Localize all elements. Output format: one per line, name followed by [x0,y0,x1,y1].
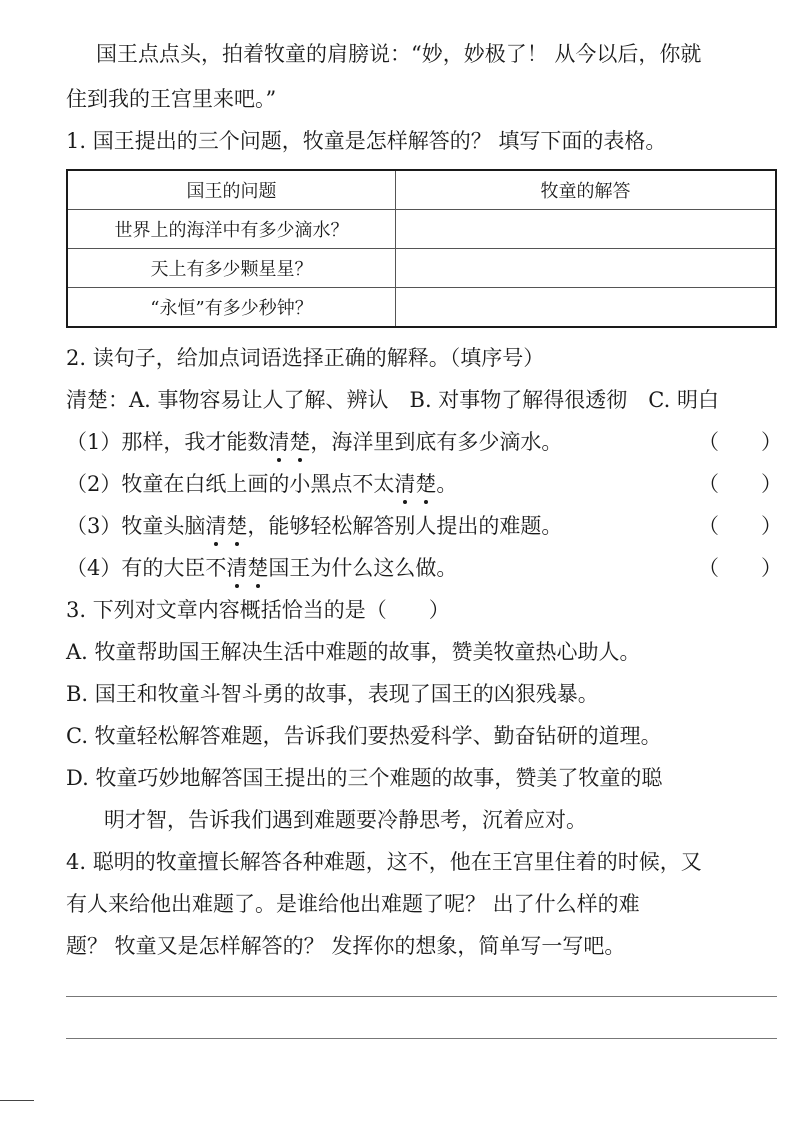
writing-line[interactable] [66,1038,777,1039]
answer-blank-3[interactable]: （ ） [698,514,782,538]
dotted-char: 楚 [415,472,437,496]
question-2-item-1: （1）那样，我才能数清楚，海洋里到底有多少滴水。 [66,430,563,454]
question-4-line-2: 有人来给他出难题了。是谁给他出难题了呢？ 出了什么样的难 [66,892,640,916]
answer-blank-1[interactable]: （ ） [698,430,782,454]
answer-blank-4[interactable]: （ ） [698,556,782,580]
table-row [67,249,776,288]
option-d[interactable]: D. 牧童巧妙地解答国王提出的三个难题的故事，赞美了牧童的聪 [66,766,663,790]
table-cell-question: 世界上的海洋中有多少滴水？ [67,210,396,249]
intro-line-2: 住到我的王宫里来吧。” [66,87,277,111]
question-2-definitions: 清楚：A. 事物容易让人了解、辨认 B. 对事物了解得很透彻 C. 明白 [66,388,719,412]
dotted-char: 清 [205,514,227,538]
question-1-title: 1. 国王提出的三个问题，牧童是怎样解答的？ 填写下面的表格。 [66,129,667,153]
table-cell-question: 天上有多少颗星星？ [67,249,396,288]
table-row [67,210,776,249]
page-corner-mark [0,1100,34,1101]
dotted-char: 清 [394,472,416,496]
question-2-item-2: （2）牧童在白纸上画的小黑点不太清楚。 [66,472,458,496]
question-3-title: 3. 下列对文章内容概括恰当的是（ ） [66,598,450,622]
question-4-line-3: 题？ 牧童又是怎样解答的？ 发挥你的想象，简单写一写吧。 [66,934,626,958]
table-cell-answer[interactable] [396,249,777,288]
writing-line[interactable] [66,996,777,997]
option-c[interactable]: C. 牧童轻松解答难题，告诉我们要热爱科学、勤奋钻研的道理。 [66,724,662,748]
question-2-item-4: （4）有的大臣不清楚国王为什么这么做。 [66,556,458,580]
intro-line-1: 国王点点头，拍着牧童的肩膀说：“妙，妙极了！ 从今以后，你就 [96,42,702,66]
dotted-char: 清 [226,556,248,580]
table-header-row [67,170,776,210]
answer-blank-2[interactable]: （ ） [698,472,782,496]
table-header-answer: 牧童的解答 [396,170,777,210]
table-row [67,288,776,328]
option-d-continued: 明才智，告诉我们遇到难题要冷静思考，沉着应对。 [104,808,587,832]
option-a[interactable]: A. 牧童帮助国王解决生活中难题的故事，赞美牧童热心助人。 [66,640,641,664]
question-4-line-1: 4. 聪明的牧童擅长解答各种难题，这不，他在王宫里住着的时候，又 [66,850,702,874]
answer-table [66,169,777,328]
dotted-char: 楚 [289,430,311,454]
question-2-title: 2. 读句子，给加点词语选择正确的解释。（填序号） [66,346,545,370]
dotted-char: 楚 [226,514,248,538]
table-cell-question: “永恒”有多少秒钟？ [67,288,396,328]
question-2-item-3: （3）牧童头脑清楚，能够轻松解答别人提出的难题。 [66,514,563,538]
dotted-char: 清 [268,430,290,454]
option-b[interactable]: B. 国王和牧童斗智斗勇的故事，表现了国王的凶狠残暴。 [66,682,599,706]
table-cell-answer[interactable] [396,288,777,328]
table-cell-answer[interactable] [396,210,777,249]
table-header-question: 国王的问题 [67,170,396,210]
dotted-char: 楚 [247,556,269,580]
